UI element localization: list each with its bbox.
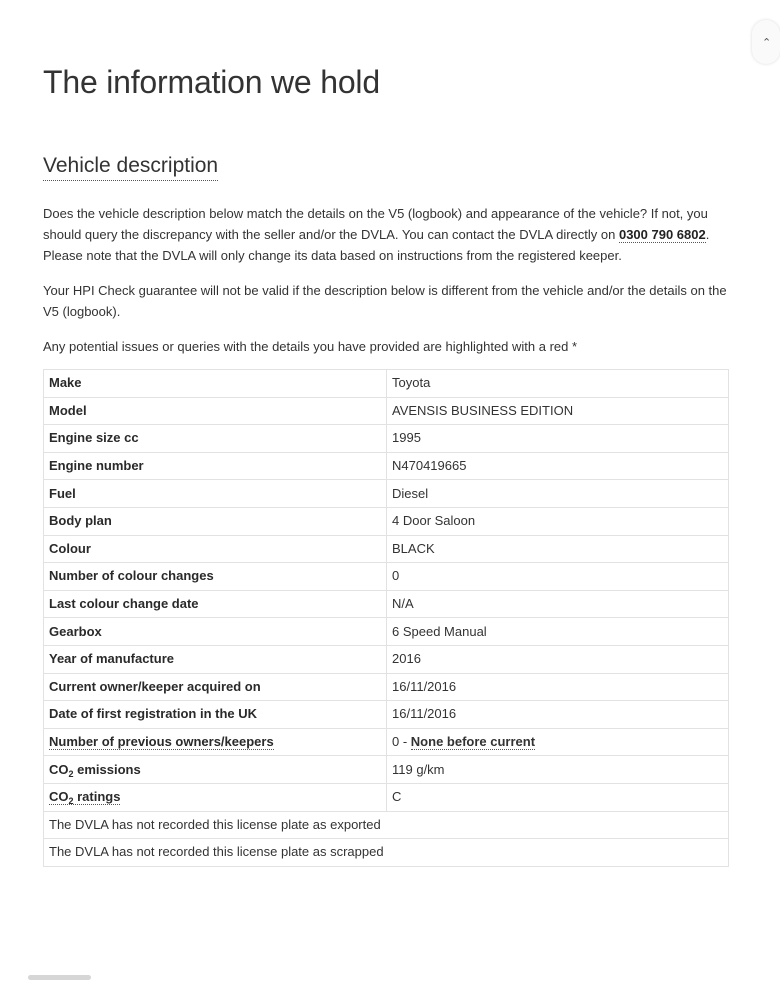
row-label: Make bbox=[44, 370, 387, 398]
previous-owners-details-link[interactable]: None before current bbox=[410, 734, 536, 750]
row-label bbox=[44, 783, 387, 811]
table-row-scrapped bbox=[44, 839, 729, 867]
row-value: 6 Speed Manual bbox=[387, 618, 729, 646]
row-label: Date of first registration in the UK bbox=[44, 701, 387, 729]
previous-owners-help-link[interactable]: Number of previous owners/keepers bbox=[49, 734, 274, 750]
row-label bbox=[44, 756, 387, 784]
scroll-to-top-button[interactable] bbox=[752, 20, 780, 64]
table-row bbox=[44, 535, 729, 563]
table-row bbox=[44, 425, 729, 453]
row-label: Engine number bbox=[44, 452, 387, 480]
exported-note: The DVLA has not recorded this license plate as exported bbox=[44, 811, 729, 839]
row-label: Model bbox=[44, 397, 387, 425]
co2-label-suffix: emissions bbox=[73, 761, 141, 777]
row-value: AVENSIS BUSINESS EDITION bbox=[387, 397, 729, 425]
section-title: Vehicle description bbox=[43, 153, 218, 181]
table-row bbox=[44, 645, 729, 673]
row-label: Year of manufacture bbox=[44, 645, 387, 673]
page-title: The information we hold bbox=[43, 64, 380, 100]
table-row bbox=[44, 618, 729, 646]
row-value bbox=[387, 728, 729, 756]
row-label: Engine size cc bbox=[44, 425, 387, 453]
row-value: 2016 bbox=[387, 645, 729, 673]
row-value: Diesel bbox=[387, 480, 729, 508]
row-value: N470419665 bbox=[387, 452, 729, 480]
table-row-exported bbox=[44, 811, 729, 839]
row-label: Fuel bbox=[44, 480, 387, 508]
table-row-co2-ratings bbox=[44, 783, 729, 811]
table-row bbox=[44, 452, 729, 480]
scrapped-note: The DVLA has not recorded this license plate as scrapped bbox=[44, 839, 729, 867]
table-row bbox=[44, 701, 729, 729]
table-row bbox=[44, 507, 729, 535]
table-row bbox=[44, 370, 729, 398]
row-label: Gearbox bbox=[44, 618, 387, 646]
co2-label: CO bbox=[49, 789, 69, 805]
intro-text: Does the vehicle description below match the details on the V5 (logbook) and appearance of the vehicle? If not, you should query the discrepancy with the seller and/or the DVLA. You can contact the DVLA directly on bbox=[43, 206, 708, 242]
row-value: 16/11/2016 bbox=[387, 673, 729, 701]
issues-paragraph: Any potential issues or queries with the details you have provided are highlighted with a red * bbox=[43, 339, 578, 354]
table-row bbox=[44, 480, 729, 508]
row-label: Last colour change date bbox=[44, 590, 387, 618]
intro-paragraph-1 bbox=[43, 203, 729, 266]
row-label bbox=[44, 728, 387, 756]
row-label: Body plan bbox=[44, 507, 387, 535]
previous-owners-count: 0 - bbox=[392, 734, 411, 750]
table-row bbox=[44, 397, 729, 425]
vehicle-details-table bbox=[43, 369, 729, 867]
scroll-handle[interactable] bbox=[28, 975, 91, 980]
row-value: BLACK bbox=[387, 535, 729, 563]
row-value: 1995 bbox=[387, 425, 729, 453]
table-row bbox=[44, 673, 729, 701]
row-value: 4 Door Saloon bbox=[387, 507, 729, 535]
row-value: 16/11/2016 bbox=[387, 701, 729, 729]
co2-ratings-help-link[interactable] bbox=[49, 789, 120, 805]
co2-subscript: 2 bbox=[68, 796, 74, 807]
table-row bbox=[44, 563, 729, 591]
co2-subscript: 2 bbox=[68, 768, 74, 779]
row-value: 0 bbox=[387, 563, 729, 591]
row-value: C bbox=[387, 783, 729, 811]
intro-text: . Please note that the DVLA will only change its data based on instructions from the registered keeper. bbox=[43, 227, 710, 263]
row-label: Number of colour changes bbox=[44, 563, 387, 591]
co2-label-suffix: ratings bbox=[73, 789, 121, 805]
co2-label: CO bbox=[49, 761, 69, 777]
row-label: Colour bbox=[44, 535, 387, 563]
row-label: Current owner/keeper acquired on bbox=[44, 673, 387, 701]
dvla-phone-link[interactable]: 0300 790 6802 bbox=[618, 227, 706, 242]
guarantee-paragraph: Your HPI Check guarantee will not be valid if the description below is different from the vehicle and/or the details on the V5 (logbook). bbox=[43, 283, 727, 319]
table-row-previous-owners bbox=[44, 728, 729, 756]
row-value: N/A bbox=[387, 590, 729, 618]
row-value: Toyota bbox=[387, 370, 729, 398]
chevron-up-icon: ⌃ bbox=[762, 37, 772, 49]
row-value: 119 g/km bbox=[387, 756, 729, 784]
table-row-co2-emissions bbox=[44, 756, 729, 784]
table-row bbox=[44, 590, 729, 618]
